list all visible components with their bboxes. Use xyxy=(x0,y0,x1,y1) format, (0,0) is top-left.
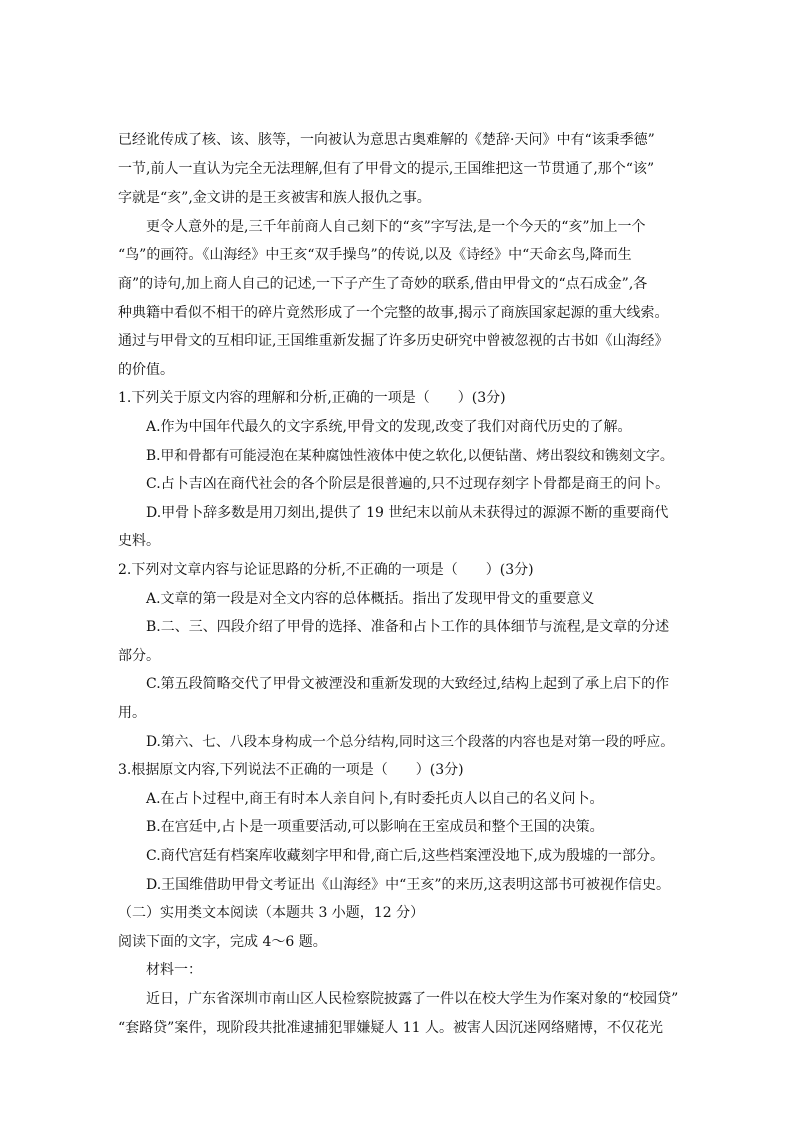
paragraph-line: 通过与甲骨文的互相印证,王国维重新发掘了许多历史研究中曾被忽视的古书如《山海经》 xyxy=(118,333,669,349)
answer-option: D.甲骨卜辞多数是用刀刻出,提供了 19 世纪末以前从未获得过的源源不断的重要商代 xyxy=(146,505,669,521)
question-stem: 1.下列关于原文内容的理解和分析,正确的一项是（ ）(3分) xyxy=(118,390,506,406)
answer-option: C.占卜吉凶在商代社会的各个阶层是很普遍的,只不过现存刻字卜骨都是商王的问卜。 xyxy=(146,476,670,492)
answer-option: A.在占卜过程中,商王有时本人亲自问卜,有时委托贞人以自己的名义问卜。 xyxy=(146,791,604,807)
answer-option: C.商代宫廷有档案库收藏刻字甲和骨,商亡后,这些档案湮没地下,成为殷墟的一部分。 xyxy=(146,848,665,864)
paragraph-line: 一节,前人一直认为完全无法理解,但有了甲骨文的提示,王国维把这一节贯通了,那个“该” xyxy=(118,161,655,177)
paragraph-line: 近日，广东省深圳市南山区人民检察院披露了一件以在校大学生为作案对象的“校园贷” xyxy=(146,991,679,1007)
answer-option: A.文章的第一段是对全文内容的总体概括。指出了发现甲骨文的重要意义 xyxy=(146,591,595,607)
paragraph-line: “鸟”的画符。《山海经》中王亥“双手操鸟”的传说,以及《诗经》中“天命玄鸟,降而生 xyxy=(118,247,632,263)
question-stem: 2.下列对文章内容与论证思路的分析,不正确的一项是（ ）(3分) xyxy=(118,562,534,578)
material-label: 材料一： xyxy=(146,962,202,978)
answer-option: D.王国维借助甲骨文考证出《山海经》中“王亥”的来历,这表明这部书可被视作信史。 xyxy=(146,877,670,893)
answer-option: B.二、三、四段介绍了甲骨的选择、准备和占卜工作的具体细节与流程,是文章的分述 xyxy=(146,619,670,635)
answer-option: A.作为中国年代最久的文字系统,甲骨文的发现,改变了我们对商代历史的了解。 xyxy=(146,419,632,435)
answer-option: C.第五段简略交代了甲骨文被湮没和重新发现的大致经过,结构上起到了承上启下的作 xyxy=(146,676,670,692)
section-heading: （二）实用类文本阅读（本题共 3 小题，12 分） xyxy=(118,905,425,921)
answer-option: D.第六、七、八段本身构成一个总分结构,同时这三个段落的内容也是对第一段的呼应。 xyxy=(146,734,675,750)
paragraph-line: 种典籍中看似不相干的碎片竟然形成了一个完整的故事,揭示了商族国家起源的重大线索。 xyxy=(118,305,669,321)
paragraph-line: 商”的诗句,加上商人自己的记述,一下子产生了奇妙的联系,借由甲骨文的“点石成金”,各 xyxy=(118,276,648,292)
paragraph-line: 字就是“亥”,金文讲的是王亥被害和族人报仇之事。 xyxy=(118,190,431,206)
paragraph-line: “套路贷”案件，现阶段共批准逮捕犯罪嫌疑人 11 人。被害人因沉迷网络赌博，不仅花光 xyxy=(118,1020,664,1036)
instruction-line: 阅读下面的文字，完成 4～6 题。 xyxy=(118,934,327,950)
paragraph-line: 的价值。 xyxy=(118,362,174,378)
paragraph-line: 已经讹传成了核、该、胲等，一向被认为意思古奥难解的《楚辞·天问》中有“该秉季德” xyxy=(118,132,655,148)
paragraph-line: 更令人意外的是,三千年前商人自己刻下的“亥”字写法,是一个今天的“亥”加上一个 xyxy=(146,219,646,235)
answer-option-continuation: 部分。 xyxy=(118,648,160,664)
answer-option-continuation: 史料。 xyxy=(118,533,160,549)
answer-option: B.甲和骨都有可能浸泡在某种腐蚀性液体中使之软化,以便钻凿、烤出裂纹和镌刻文字。 xyxy=(146,448,674,464)
question-stem: 3.根据原文内容,下列说法不正确的一项是（ ）(3分) xyxy=(118,762,464,778)
answer-option: B.在宫廷中,占卜是一项重要活动,可以影响在王室成员和整个王国的决策。 xyxy=(146,819,604,835)
answer-option-continuation: 用。 xyxy=(118,705,146,721)
